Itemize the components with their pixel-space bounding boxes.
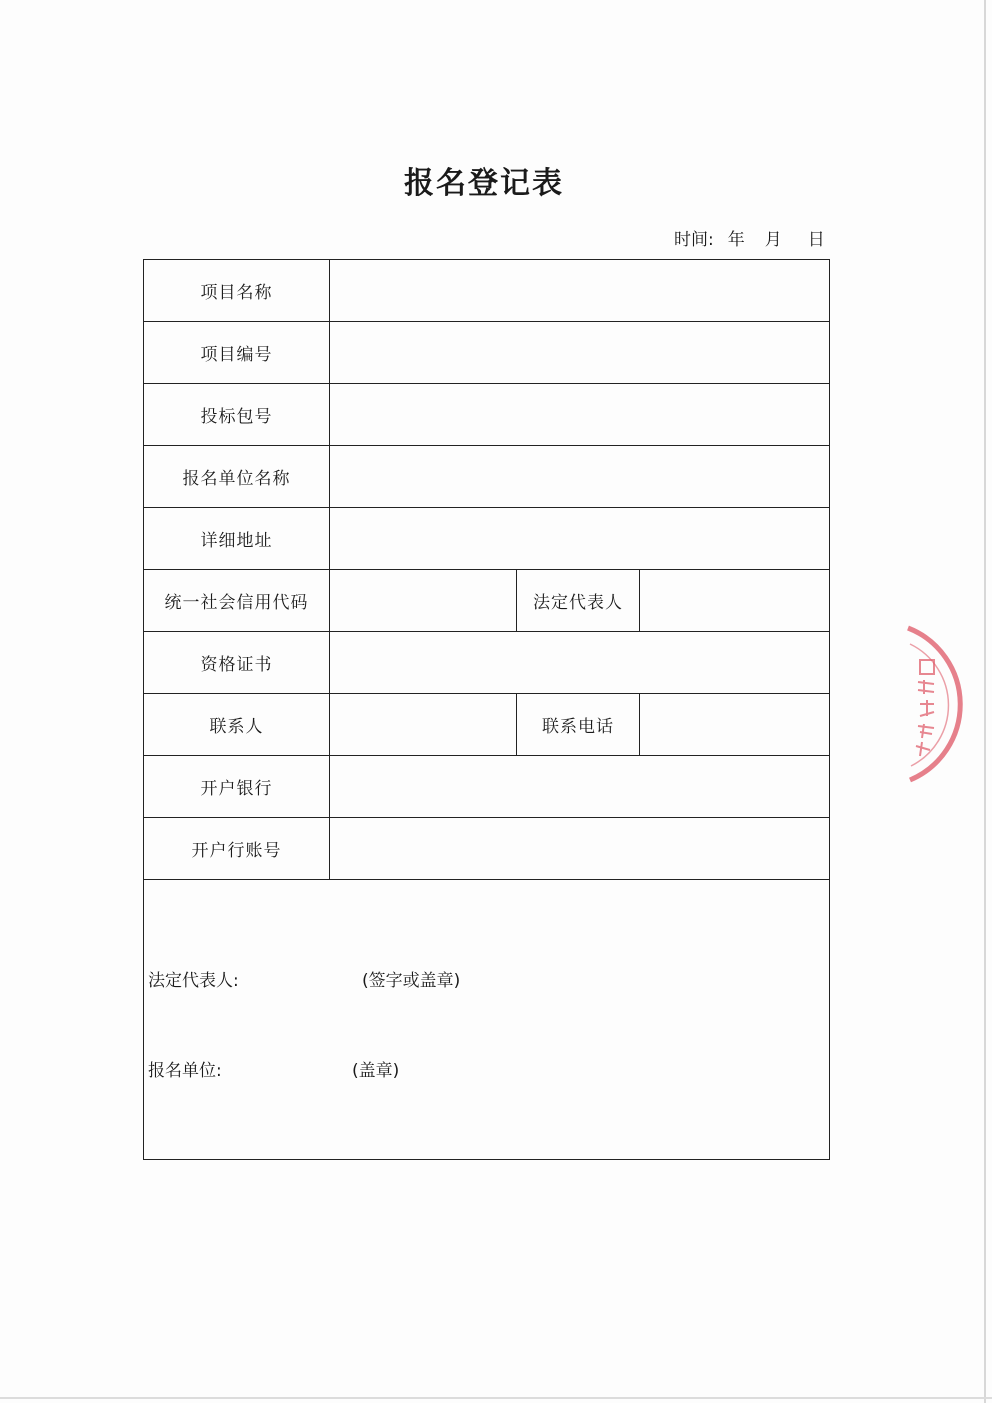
contact-person-field[interactable] bbox=[330, 694, 517, 756]
legal-rep-label: 法定代表人 bbox=[517, 570, 640, 632]
contact-phone-label: 联系电话 bbox=[517, 694, 640, 756]
page-edge bbox=[0, 1397, 992, 1399]
project-number-label: 项目编号 bbox=[144, 322, 330, 384]
signature-row bbox=[144, 880, 830, 1160]
bank-field[interactable] bbox=[330, 756, 830, 818]
form-row bbox=[144, 756, 830, 818]
qualification-field[interactable] bbox=[330, 632, 830, 694]
applicant-name-label: 报名单位名称 bbox=[144, 446, 330, 508]
form-row bbox=[144, 384, 830, 446]
applicant-name-field[interactable] bbox=[330, 446, 830, 508]
bank-label: 开户银行 bbox=[144, 756, 330, 818]
project-number-field[interactable] bbox=[330, 322, 830, 384]
project-name-field[interactable] bbox=[330, 260, 830, 322]
bank-account-field[interactable] bbox=[330, 818, 830, 880]
unit-seal-hint: (盖章) bbox=[352, 1061, 400, 1081]
project-name-label: 项目名称 bbox=[144, 260, 330, 322]
date-month: 月 bbox=[764, 230, 782, 250]
seal-stamp-icon bbox=[880, 620, 992, 790]
legal-rep-signature-label: 法定代表人: bbox=[148, 971, 239, 991]
credit-code-label: 统一社会信用代码 bbox=[144, 570, 330, 632]
form-row bbox=[144, 508, 830, 570]
address-field[interactable] bbox=[330, 508, 830, 570]
legal-rep-signature-hint: (签字或盖章) bbox=[362, 971, 461, 991]
contact-phone-field[interactable] bbox=[640, 694, 830, 756]
form-row bbox=[144, 570, 830, 632]
form-row bbox=[144, 632, 830, 694]
signature-area[interactable] bbox=[144, 880, 830, 1160]
unit-seal-label: 报名单位: bbox=[148, 1061, 222, 1081]
document-title: 报名登记表 bbox=[404, 166, 564, 201]
credit-code-field[interactable] bbox=[330, 570, 517, 632]
unit-seal-line bbox=[148, 1056, 400, 1081]
date-day: 日 bbox=[807, 230, 825, 250]
date-line bbox=[674, 225, 825, 250]
bank-account-label: 开户行账号 bbox=[144, 818, 330, 880]
date-year: 年 bbox=[727, 230, 745, 250]
registration-form-table bbox=[143, 259, 830, 1160]
form-row bbox=[144, 260, 830, 322]
form-row bbox=[144, 694, 830, 756]
form-row bbox=[144, 322, 830, 384]
qualification-label: 资格证书 bbox=[144, 632, 330, 694]
bid-package-field[interactable] bbox=[330, 384, 830, 446]
legal-rep-signature-line bbox=[148, 966, 461, 991]
contact-person-label: 联系人 bbox=[144, 694, 330, 756]
address-label: 详细地址 bbox=[144, 508, 330, 570]
date-label: 时间: bbox=[674, 230, 714, 250]
form-row bbox=[144, 446, 830, 508]
bid-package-label: 投标包号 bbox=[144, 384, 330, 446]
form-row bbox=[144, 818, 830, 880]
legal-rep-field[interactable] bbox=[640, 570, 830, 632]
